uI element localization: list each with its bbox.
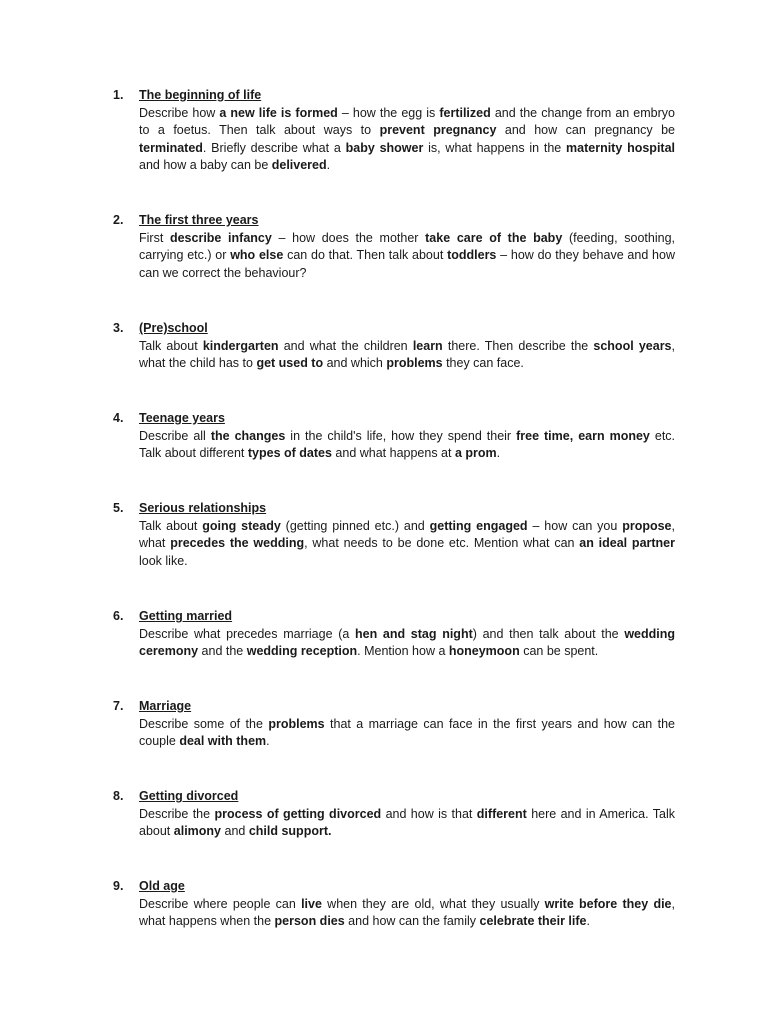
description-text: here and in America. Talk about (139, 806, 675, 839)
item-description (139, 428, 675, 463)
item-number: 9. (113, 879, 124, 893)
description-text: and how can pregnancy be (496, 123, 675, 138)
item-number: 4. (113, 411, 124, 425)
description-text: and (221, 824, 249, 839)
emphasized-phrase: getting engaged (429, 518, 528, 533)
emphasized-phrase: hen and stag night (355, 626, 473, 641)
description-text: Talk about (139, 338, 203, 353)
list-item-beginning-of-life (113, 87, 675, 175)
item-description (139, 806, 675, 841)
description-text: – how does the mother (271, 230, 426, 245)
item-title: The first three years (139, 213, 259, 227)
description-text: , what the child has to (139, 338, 675, 371)
emphasized-phrase: problems (386, 356, 443, 371)
emphasized-phrase: deal with them (179, 734, 267, 749)
emphasized-phrase: delivered (271, 158, 327, 173)
item-description (139, 716, 675, 751)
item-description (139, 338, 675, 373)
description-text: and the change from an embryo to a foetus. Then talk about ways to (139, 105, 675, 138)
description-text: Describe all (139, 428, 211, 443)
emphasized-phrase: baby shower (345, 140, 424, 155)
emphasized-phrase: write before they die (544, 896, 672, 911)
description-text: , what happens when the (139, 896, 675, 929)
emphasized-phrase: problems (268, 716, 325, 731)
item-title: Old age (139, 879, 185, 893)
description-text: and how a baby can be (139, 158, 272, 173)
description-text: there. Then describe the (442, 338, 594, 353)
description-text: and what the children (278, 338, 413, 353)
emphasized-phrase: wedding ceremony (139, 626, 676, 659)
description-text: when they are old, what they usually (321, 896, 545, 911)
list-item-preschool (113, 320, 675, 373)
list-item-serious-relationships (113, 500, 675, 570)
description-text: can do that. Then talk about (283, 248, 448, 263)
description-text: , what needs to be done etc. Mention what can (304, 536, 580, 551)
description-text: – how the egg is (337, 105, 440, 120)
item-title: Getting married (139, 609, 233, 623)
emphasized-phrase: child support. (248, 824, 332, 839)
emphasized-phrase: learn (412, 338, 443, 353)
emphasized-phrase: kindergarten (202, 338, 279, 353)
item-description (139, 230, 675, 283)
emphasized-phrase: the changes (210, 428, 286, 443)
description-text: . (266, 734, 270, 749)
list-item-getting-married (113, 608, 675, 661)
description-text: Talk about (139, 518, 203, 533)
emphasized-phrase: alimony (173, 824, 222, 839)
description-text: Describe the (139, 806, 215, 821)
emphasized-phrase: process of getting divorced (214, 806, 382, 821)
description-text: Describe what precedes marriage (a (139, 626, 355, 641)
emphasized-phrase: a prom (454, 446, 497, 461)
emphasized-phrase: describe infancy (169, 230, 272, 245)
list-item-teenage-years (113, 410, 675, 463)
description-text: that a marriage can face in the first years and how can the couple (139, 716, 675, 749)
list-item-getting-divorced (113, 788, 675, 841)
description-text: can be spent. (519, 644, 599, 659)
description-text: they can face. (442, 356, 524, 371)
item-title: The beginning of life (139, 88, 262, 102)
emphasized-phrase: live (301, 896, 322, 911)
emphasized-phrase: toddlers (447, 248, 497, 263)
item-description (139, 626, 675, 661)
emphasized-phrase: precedes the wedding (170, 536, 305, 551)
description-text: Describe where people can (139, 896, 302, 911)
description-text: and how can the family (344, 914, 480, 929)
description-text: and what happens at (331, 446, 455, 461)
item-number: 2. (113, 213, 124, 227)
description-text: (feeding, soothing, carrying etc.) or (139, 230, 675, 263)
emphasized-phrase: person dies (274, 914, 345, 929)
emphasized-phrase: maternity hospital (566, 140, 676, 155)
list-item-marriage (113, 698, 675, 751)
description-text: . (326, 158, 331, 173)
item-title: Getting divorced (139, 789, 239, 803)
description-text: First (139, 230, 170, 245)
item-number: 3. (113, 321, 124, 335)
description-text: . (586, 914, 590, 929)
description-text: (getting pinned etc.) and (280, 518, 430, 533)
item-title: Serious relationships (139, 501, 267, 515)
description-text: . (496, 446, 501, 461)
item-title: Marriage (139, 699, 192, 713)
emphasized-phrase: wedding reception (246, 644, 358, 659)
emphasized-phrase: fertilized (439, 105, 491, 120)
emphasized-phrase: school years (593, 338, 672, 353)
item-number: 8. (113, 789, 124, 803)
description-text: and the (198, 644, 247, 659)
item-description (139, 105, 675, 175)
emphasized-phrase: take care of the baby (425, 230, 563, 245)
description-text: Describe how (139, 105, 220, 120)
emphasized-phrase: celebrate their life (479, 914, 587, 929)
list-item-first-three-years (113, 212, 675, 282)
item-description (139, 518, 675, 571)
description-text: – how can you (527, 518, 623, 533)
emphasized-phrase: going steady (202, 518, 281, 533)
description-text: Describe some of the (139, 716, 269, 731)
emphasized-phrase: honeymoon (448, 644, 520, 659)
description-text: . Briefly describe what a (202, 140, 346, 155)
item-number: 1. (113, 88, 124, 102)
description-text: look like. (139, 553, 188, 568)
item-title: Teenage years (139, 411, 225, 425)
item-number: 5. (113, 501, 124, 515)
item-number: 7. (113, 699, 124, 713)
item-title: (Pre)school (139, 321, 208, 335)
description-text: is, what happens in the (423, 140, 567, 155)
description-text: in the child's life, how they spend their (285, 428, 517, 443)
emphasized-phrase: an ideal partner (579, 536, 675, 551)
description-text: . Mention how a (357, 644, 449, 659)
emphasized-phrase: propose (622, 518, 672, 533)
item-description (139, 896, 675, 931)
emphasized-phrase: types of dates (247, 446, 332, 461)
emphasized-phrase: terminated (139, 140, 203, 155)
emphasized-phrase: prevent pregnancy (379, 123, 497, 138)
description-text: and how is that (381, 806, 477, 821)
emphasized-phrase: free time, earn money (516, 428, 650, 443)
item-number: 6. (113, 609, 124, 623)
emphasized-phrase: who else (230, 248, 284, 263)
description-text: – how do they behave and how can we correct the behaviour? (139, 248, 675, 280)
description-text: etc. Talk about different (139, 428, 676, 461)
emphasized-phrase: different (476, 806, 527, 821)
emphasized-phrase: get used to (256, 356, 324, 371)
emphasized-phrase: a new life is formed (219, 105, 338, 120)
description-text: , what (139, 518, 675, 551)
description-text: ) and then talk about the (472, 626, 625, 641)
list-item-old-age (113, 878, 675, 931)
description-text: and which (323, 356, 387, 371)
